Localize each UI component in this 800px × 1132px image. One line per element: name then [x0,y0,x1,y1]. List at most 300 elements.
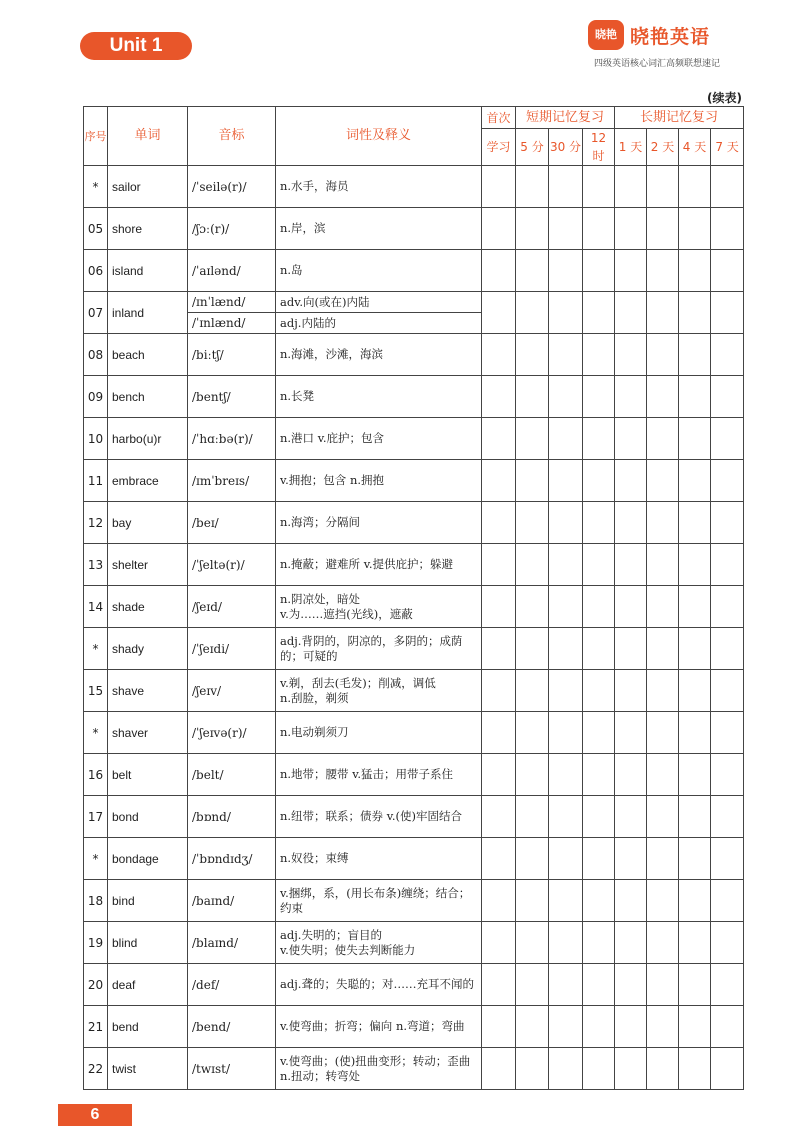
review-12h-cell[interactable] [583,586,615,628]
review-2day-cell[interactable] [647,334,679,376]
row-definition: adj.内陆的 [276,313,482,334]
review-12h-cell[interactable] [583,880,615,922]
review-7day-cell[interactable] [711,880,744,922]
row-seq: 17 [84,796,108,838]
review-4day-cell[interactable] [679,796,711,838]
review-30min-cell[interactable] [549,502,583,544]
review-12h-cell[interactable] [583,838,615,880]
review-4day-cell[interactable] [679,586,711,628]
row-phonetic: /belt/ [188,754,276,796]
review-12h-cell[interactable] [583,376,615,418]
review-2day-cell[interactable] [647,1048,679,1090]
table-row [84,418,744,460]
review-12h-cell[interactable] [583,292,615,334]
row-seq: 15 [84,670,108,712]
review-7day-cell[interactable] [711,712,744,754]
row-definition: n.电动剃须刀 [276,712,482,754]
row-definition: n.岛 [276,250,482,292]
review-5min-cell[interactable] [516,628,549,670]
row-phonetic: /ʃɔː(r)/ [188,208,276,250]
review-7day-cell[interactable] [711,502,744,544]
review-5min-cell[interactable] [516,964,549,1006]
row-word: embrace [108,460,188,502]
review-30min-cell[interactable] [549,586,583,628]
review-5min-cell[interactable] [516,166,549,208]
row-definition: v.使弯曲；折弯；偏向 n.弯道；弯曲 [276,1006,482,1048]
review-first-cell[interactable] [482,460,516,502]
review-2day-cell[interactable] [647,1006,679,1048]
review-12h-cell[interactable] [583,1006,615,1048]
review-12h-cell[interactable] [583,166,615,208]
review-4day-cell[interactable] [679,334,711,376]
review-12h-cell[interactable] [583,250,615,292]
review-2day-cell[interactable] [647,460,679,502]
table-row [84,670,744,712]
review-7day-cell[interactable] [711,796,744,838]
review-30min-cell[interactable] [549,1006,583,1048]
review-7day-cell[interactable] [711,334,744,376]
review-1day-cell[interactable] [615,544,647,586]
continued-label: (续表) [707,91,742,105]
row-definition: v.捆绑，系，(用长布条)缠绕；结合；约束 [276,880,482,922]
row-seq: 08 [84,334,108,376]
review-first-cell[interactable] [482,292,516,334]
review-30min-cell[interactable] [549,670,583,712]
review-30min-cell[interactable] [549,460,583,502]
review-4day-cell[interactable] [679,1048,711,1090]
review-30min-cell[interactable] [549,418,583,460]
row-phonetic: /ˈaɪlənd/ [188,250,276,292]
row-definition: v.使弯曲；(使)扭曲变形；转动；歪曲 n.扭动；转弯处 [276,1048,482,1090]
review-7day-cell[interactable] [711,586,744,628]
review-2day-cell[interactable] [647,964,679,1006]
review-1day-cell[interactable] [615,250,647,292]
review-7day-cell[interactable] [711,292,744,334]
row-seq: 09 [84,376,108,418]
row-seq: 16 [84,754,108,796]
review-12h-cell[interactable] [583,712,615,754]
row-phonetic: /baɪnd/ [188,880,276,922]
row-phonetic: /biːtʃ/ [188,334,276,376]
table-row [84,502,744,544]
vocabulary-body [84,166,744,1090]
review-7day-cell[interactable] [711,460,744,502]
review-30min-cell[interactable] [549,292,583,334]
unit-badge: Unit 1 [80,32,192,60]
review-2day-cell[interactable] [647,922,679,964]
row-word: twist [108,1048,188,1090]
row-word: shaver [108,712,188,754]
header-meaning: 词性及释义 [276,107,482,166]
row-phonetic: /ɪnˈlænd/ [188,292,276,313]
table-row [84,544,744,586]
review-1day-cell[interactable] [615,670,647,712]
row-definition: v.拥抱；包含 n.拥抱 [276,460,482,502]
table-row [84,712,744,754]
row-word: inland [108,292,188,334]
review-12h-cell[interactable] [583,460,615,502]
table-row [84,754,744,796]
review-30min-cell[interactable] [549,1048,583,1090]
review-5min-cell[interactable] [516,754,549,796]
row-definition: n.海滩，沙滩，海滨 [276,334,482,376]
review-2day-cell[interactable] [647,292,679,334]
table-row [84,1048,744,1090]
review-5min-cell[interactable] [516,838,549,880]
row-definition: n.奴役；束缚 [276,838,482,880]
review-5min-cell[interactable] [516,670,549,712]
row-phonetic: /ˈhɑːbə(r)/ [188,418,276,460]
table-row [84,166,744,208]
review-12h-cell[interactable] [583,1048,615,1090]
review-4day-cell[interactable] [679,880,711,922]
row-phonetic: /bɒnd/ [188,796,276,838]
row-phonetic: /ˈɪnlænd/ [188,313,276,334]
table-row [84,208,744,250]
review-1day-cell[interactable] [615,166,647,208]
review-1day-cell[interactable] [615,712,647,754]
row-seq: 10 [84,418,108,460]
row-definition: n.阴凉处，暗处 v.为……遮挡(光线)，遮蔽 [276,586,482,628]
review-7day-cell[interactable] [711,1048,744,1090]
review-1day-cell[interactable] [615,838,647,880]
review-30min-cell[interactable] [549,376,583,418]
review-5min-cell[interactable] [516,292,549,334]
review-first-cell[interactable] [482,838,516,880]
review-5min-cell[interactable] [516,376,549,418]
review-4day-cell[interactable] [679,922,711,964]
table-row [84,964,744,1006]
row-definition: adj.背阴的，阴凉的，多阴的；成荫的；可疑的 [276,628,482,670]
review-7day-cell[interactable] [711,838,744,880]
review-4day-cell[interactable] [679,250,711,292]
row-phonetic: /ˈʃeltə(r)/ [188,544,276,586]
review-first-cell[interactable] [482,208,516,250]
review-first-cell[interactable] [482,502,516,544]
review-1day-cell[interactable] [615,502,647,544]
row-definition: n.海湾；分隔间 [276,502,482,544]
row-phonetic: /bend/ [188,1006,276,1048]
review-5min-cell[interactable] [516,250,549,292]
review-1day-cell[interactable] [615,796,647,838]
review-7day-cell[interactable] [711,922,744,964]
review-4day-cell[interactable] [679,964,711,1006]
row-word: bond [108,796,188,838]
review-4day-cell[interactable] [679,502,711,544]
review-30min-cell[interactable] [549,880,583,922]
row-definition: adv.向(或在)内陆 [276,292,482,313]
row-seq: * [84,838,108,880]
header-4day: 4 天 [679,129,711,166]
review-2day-cell[interactable] [647,418,679,460]
row-seq: * [84,628,108,670]
review-1day-cell[interactable] [615,418,647,460]
review-7day-cell[interactable] [711,166,744,208]
review-30min-cell[interactable] [549,838,583,880]
review-7day-cell[interactable] [711,544,744,586]
review-12h-cell[interactable] [583,334,615,376]
review-1day-cell[interactable] [615,964,647,1006]
table-row [84,796,744,838]
review-30min-cell[interactable] [549,964,583,1006]
review-12h-cell[interactable] [583,628,615,670]
review-1day-cell[interactable] [615,292,647,334]
brand-header [588,18,748,68]
row-seq: * [84,712,108,754]
header-12h: 12 时 [583,129,615,166]
review-30min-cell[interactable] [549,922,583,964]
header-first: 首次 [482,107,516,129]
review-first-cell[interactable] [482,880,516,922]
row-word: blind [108,922,188,964]
review-12h-cell[interactable] [583,670,615,712]
review-first-cell[interactable] [482,628,516,670]
review-first-cell[interactable] [482,754,516,796]
review-5min-cell[interactable] [516,796,549,838]
row-phonetic: /ʃeɪd/ [188,586,276,628]
review-5min-cell[interactable] [516,334,549,376]
review-5min-cell[interactable] [516,880,549,922]
review-2day-cell[interactable] [647,712,679,754]
review-5min-cell[interactable] [516,1006,549,1048]
brand-tagline: 四级英语核心词汇高频联想速记 [594,59,721,69]
review-1day-cell[interactable] [615,208,647,250]
review-4day-cell[interactable] [679,754,711,796]
review-4day-cell[interactable] [679,376,711,418]
review-1day-cell[interactable] [615,1048,647,1090]
row-word: shelter [108,544,188,586]
header-long-term: 长期记忆复习 [615,107,744,129]
review-1day-cell[interactable] [615,586,647,628]
review-7day-cell[interactable] [711,208,744,250]
row-definition: n.地带；腰带 v.猛击；用带子系住 [276,754,482,796]
review-30min-cell[interactable] [549,250,583,292]
header-phonetic: 音标 [188,107,276,166]
header-seq: 序号 [84,107,108,166]
review-2day-cell[interactable] [647,166,679,208]
review-4day-cell[interactable] [679,208,711,250]
header-7day: 7 天 [711,129,744,166]
review-7day-cell[interactable] [711,628,744,670]
table-row [84,838,744,880]
row-word: shave [108,670,188,712]
review-4day-cell[interactable] [679,838,711,880]
review-12h-cell[interactable] [583,796,615,838]
table-row [84,250,744,292]
row-seq: 11 [84,460,108,502]
review-4day-cell[interactable] [679,166,711,208]
row-seq: 18 [84,880,108,922]
review-2day-cell[interactable] [647,628,679,670]
review-4day-cell[interactable] [679,544,711,586]
review-2day-cell[interactable] [647,880,679,922]
review-1day-cell[interactable] [615,376,647,418]
review-7day-cell[interactable] [711,376,744,418]
row-seq: 20 [84,964,108,1006]
table-row [84,334,744,376]
review-first-cell[interactable] [482,166,516,208]
row-seq: 12 [84,502,108,544]
review-first-cell[interactable] [482,1006,516,1048]
review-7day-cell[interactable] [711,1006,744,1048]
review-first-cell[interactable] [482,796,516,838]
review-first-cell[interactable] [482,670,516,712]
table-row [84,292,744,313]
table-row [84,376,744,418]
review-first-cell[interactable] [482,964,516,1006]
review-12h-cell[interactable] [583,208,615,250]
review-30min-cell[interactable] [549,334,583,376]
review-2day-cell[interactable] [647,838,679,880]
review-2day-cell[interactable] [647,754,679,796]
review-30min-cell[interactable] [549,166,583,208]
review-2day-cell[interactable] [647,502,679,544]
row-word: bay [108,502,188,544]
review-1day-cell[interactable] [615,460,647,502]
row-seq: 22 [84,1048,108,1090]
review-2day-cell[interactable] [647,376,679,418]
review-7day-cell[interactable] [711,418,744,460]
review-12h-cell[interactable] [583,964,615,1006]
review-first-cell[interactable] [482,1048,516,1090]
review-1day-cell[interactable] [615,1006,647,1048]
row-phonetic: /ˈbɒndɪdʒ/ [188,838,276,880]
review-1day-cell[interactable] [615,334,647,376]
row-word: beach [108,334,188,376]
row-phonetic: /ɪmˈbreɪs/ [188,460,276,502]
review-5min-cell[interactable] [516,586,549,628]
row-word: shade [108,586,188,628]
row-seq: 13 [84,544,108,586]
row-seq: 06 [84,250,108,292]
review-4day-cell[interactable] [679,1006,711,1048]
row-definition: adj.聋的；失聪的；对……充耳不闻的 [276,964,482,1006]
brand-logo-icon: 晓艳 [588,20,624,50]
review-1day-cell[interactable] [615,922,647,964]
row-word: shady [108,628,188,670]
table-row [84,586,744,628]
review-1day-cell[interactable] [615,880,647,922]
review-2day-cell[interactable] [647,544,679,586]
review-30min-cell[interactable] [549,208,583,250]
review-2day-cell[interactable] [647,250,679,292]
review-5min-cell[interactable] [516,712,549,754]
review-12h-cell[interactable] [583,502,615,544]
review-2day-cell[interactable] [647,670,679,712]
row-phonetic: /blaɪnd/ [188,922,276,964]
review-12h-cell[interactable] [583,418,615,460]
header-2day: 2 天 [647,129,679,166]
vocabulary-table [83,106,744,1090]
row-phonetic: /bentʃ/ [188,376,276,418]
review-12h-cell[interactable] [583,544,615,586]
review-7day-cell[interactable] [711,754,744,796]
review-12h-cell[interactable] [583,754,615,796]
table-row [84,1006,744,1048]
review-first-cell[interactable] [482,712,516,754]
review-first-cell[interactable] [482,586,516,628]
review-5min-cell[interactable] [516,208,549,250]
row-seq: 19 [84,922,108,964]
row-phonetic: /ˈʃeɪdi/ [188,628,276,670]
review-5min-cell[interactable] [516,922,549,964]
row-phonetic: /ʃeɪv/ [188,670,276,712]
row-phonetic: /twɪst/ [188,1048,276,1090]
review-5min-cell[interactable] [516,502,549,544]
review-7day-cell[interactable] [711,964,744,1006]
row-word: bind [108,880,188,922]
review-4day-cell[interactable] [679,418,711,460]
review-4day-cell[interactable] [679,628,711,670]
review-2day-cell[interactable] [647,586,679,628]
row-phonetic: /def/ [188,964,276,1006]
row-seq: 07 [84,292,108,334]
table-row [84,922,744,964]
review-30min-cell[interactable] [549,712,583,754]
review-30min-cell[interactable] [549,544,583,586]
row-word: bondage [108,838,188,880]
header-1day: 1 天 [615,129,647,166]
review-4day-cell[interactable] [679,670,711,712]
review-30min-cell[interactable] [549,754,583,796]
review-1day-cell[interactable] [615,754,647,796]
row-phonetic: /ˈseilə(r)/ [188,166,276,208]
table-row [84,460,744,502]
review-2day-cell[interactable] [647,796,679,838]
review-12h-cell[interactable] [583,922,615,964]
header-word: 单词 [108,107,188,166]
header-first-study: 学习 [482,129,516,166]
review-2day-cell[interactable] [647,208,679,250]
row-definition: n.港口 v.庇护；包含 [276,418,482,460]
row-word: island [108,250,188,292]
row-definition: n.纽带；联系；债券 v.(使)牢固结合 [276,796,482,838]
review-5min-cell[interactable] [516,460,549,502]
review-first-cell[interactable] [482,250,516,292]
table-row [84,628,744,670]
row-word: deaf [108,964,188,1006]
header-short-term: 短期记忆复习 [516,107,615,129]
table-row [84,880,744,922]
row-definition: n.岸，滨 [276,208,482,250]
row-definition: v.剃，刮去(毛发)；削减，调低 n.刮脸，剃须 [276,670,482,712]
review-5min-cell[interactable] [516,1048,549,1090]
review-first-cell[interactable] [482,376,516,418]
row-word: shore [108,208,188,250]
review-first-cell[interactable] [482,922,516,964]
review-1day-cell[interactable] [615,628,647,670]
review-5min-cell[interactable] [516,544,549,586]
review-30min-cell[interactable] [549,796,583,838]
review-30min-cell[interactable] [549,628,583,670]
review-7day-cell[interactable] [711,250,744,292]
review-7day-cell[interactable] [711,670,744,712]
review-4day-cell[interactable] [679,712,711,754]
row-phonetic: /ˈʃeɪvə(r)/ [188,712,276,754]
row-definition: n.掩蔽；避难所 v.提供庇护；躲避 [276,544,482,586]
row-seq: 14 [84,586,108,628]
review-5min-cell[interactable] [516,418,549,460]
review-first-cell[interactable] [482,544,516,586]
row-seq: 05 [84,208,108,250]
row-definition: n.长凳 [276,376,482,418]
review-first-cell[interactable] [482,418,516,460]
header-5min: 5 分 [516,129,549,166]
row-word: bend [108,1006,188,1048]
review-first-cell[interactable] [482,334,516,376]
review-4day-cell[interactable] [679,292,711,334]
review-4day-cell[interactable] [679,460,711,502]
